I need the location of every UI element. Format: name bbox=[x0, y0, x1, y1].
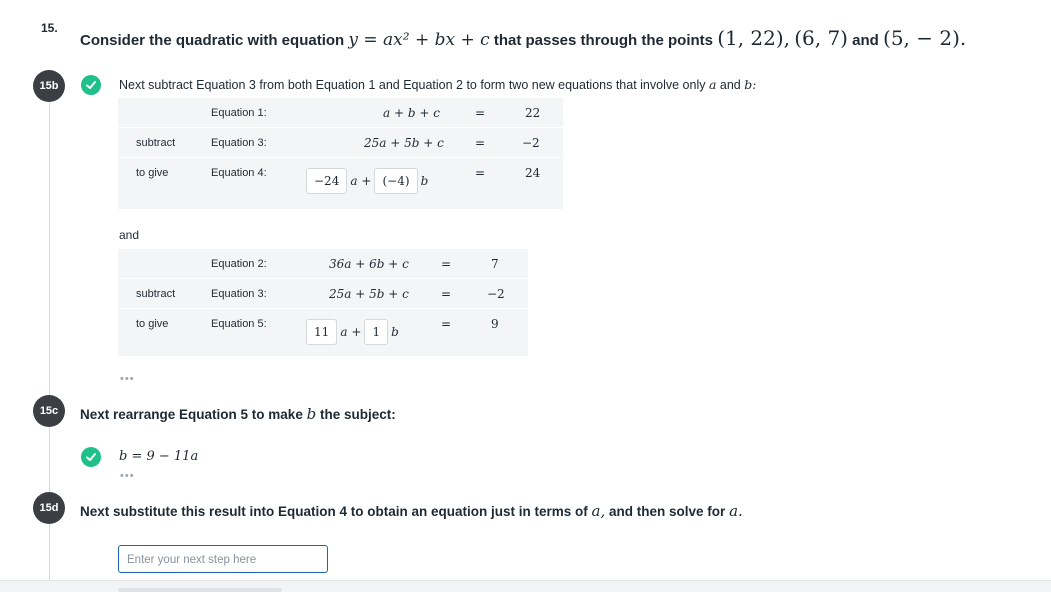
more-options-15b[interactable]: ••• bbox=[120, 373, 135, 385]
question-title bbox=[80, 26, 966, 50]
title-mid: that passes through the points bbox=[493, 32, 714, 49]
row-op: to give bbox=[136, 167, 169, 179]
table-row bbox=[118, 278, 528, 309]
equation-4-expression bbox=[306, 168, 428, 194]
row-lhs: 36a + 6b + c bbox=[329, 257, 409, 271]
instruction-text: Next subtract Equation 3 from both Equation 1 and Equation 2 to form two new equations that involve only bbox=[119, 78, 706, 92]
heading-var2: a. bbox=[729, 502, 743, 520]
heading-var: b bbox=[306, 405, 317, 423]
step-15d-heading bbox=[80, 502, 743, 520]
row-label: Equation 3: bbox=[211, 137, 267, 149]
step-badge-15b: 15b bbox=[33, 70, 65, 102]
heading-var: a, bbox=[591, 502, 606, 520]
checkmark-icon bbox=[81, 447, 101, 467]
row-rhs: 24 bbox=[525, 166, 541, 180]
heading-post: the subject: bbox=[319, 407, 396, 422]
row-label: Equation 3: bbox=[211, 288, 267, 300]
next-step-input-wrapper bbox=[118, 545, 328, 573]
row-op: to give bbox=[136, 318, 169, 330]
b-var: b bbox=[420, 174, 429, 188]
checkmark-icon bbox=[81, 75, 101, 95]
equation-table-2 bbox=[118, 248, 528, 356]
row-equals: = bbox=[475, 136, 486, 150]
title-and: and bbox=[852, 32, 879, 49]
row-rhs: 7 bbox=[491, 257, 499, 271]
title-pre: Consider the quadratic with equation bbox=[80, 32, 345, 49]
point-1: (1, 22), bbox=[717, 26, 791, 50]
var-b: b: bbox=[744, 77, 757, 92]
row-lhs: 25a + 5b + c bbox=[329, 287, 409, 301]
step-15b-instruction bbox=[119, 77, 756, 92]
row-label: Equation 5: bbox=[211, 318, 267, 330]
table-row bbox=[118, 127, 563, 158]
step-badge-15c: 15c bbox=[33, 395, 65, 427]
a-plus: a + bbox=[350, 174, 372, 188]
table-row bbox=[118, 248, 528, 279]
heading-pre: Next substitute this result into Equation 4 to obtain an equation just in terms of bbox=[80, 504, 588, 519]
point-3: (5, − 2). bbox=[883, 26, 967, 50]
row-equals: = bbox=[441, 257, 452, 271]
row-label: Equation 1: bbox=[211, 107, 267, 119]
row-rhs: −2 bbox=[522, 136, 540, 150]
table-row bbox=[118, 157, 563, 210]
row-label: Equation 4: bbox=[211, 167, 267, 179]
step-15c-answer: b = 9 − 11a bbox=[119, 449, 199, 464]
row-op: subtract bbox=[136, 137, 176, 149]
and-word: and bbox=[719, 78, 741, 92]
coef-b-box[interactable]: 1 bbox=[364, 319, 388, 345]
row-equals: = bbox=[441, 287, 452, 301]
row-rhs: 22 bbox=[525, 106, 541, 120]
table-row bbox=[118, 97, 563, 128]
next-step-input[interactable] bbox=[125, 547, 325, 573]
coef-b-box[interactable]: (−4) bbox=[374, 168, 417, 194]
and-label: and bbox=[119, 228, 140, 242]
bottom-tab[interactable] bbox=[118, 588, 282, 592]
row-rhs: 9 bbox=[491, 317, 499, 331]
question-number: 15. bbox=[41, 21, 58, 35]
row-rhs: −2 bbox=[487, 287, 505, 301]
row-label: Equation 2: bbox=[211, 258, 267, 270]
heading-pre: Next rearrange Equation 5 to make bbox=[80, 407, 303, 422]
more-options-15c[interactable]: ••• bbox=[120, 470, 135, 482]
bottom-bar bbox=[0, 580, 1051, 592]
row-lhs: 25a + 5b + c bbox=[364, 136, 444, 150]
table-row bbox=[118, 308, 528, 357]
heading-mid: and then solve for bbox=[609, 504, 726, 519]
row-equals: = bbox=[475, 166, 486, 180]
row-equals: = bbox=[475, 106, 486, 120]
equation-table-1 bbox=[118, 97, 563, 209]
step-15c-heading bbox=[80, 405, 396, 423]
var-a: a bbox=[708, 77, 717, 92]
b-var: b bbox=[391, 325, 399, 339]
a-plus: a + bbox=[340, 325, 362, 339]
row-lhs: a + b + c bbox=[383, 106, 440, 120]
coef-a-box[interactable]: 11 bbox=[306, 319, 337, 345]
equation-5-expression bbox=[306, 319, 399, 345]
point-2: (6, 7) bbox=[794, 26, 848, 50]
row-equals: = bbox=[441, 317, 452, 331]
step-badge-15d: 15d bbox=[33, 492, 65, 524]
title-equation: y = ax² + bx + c bbox=[348, 30, 490, 50]
row-op: subtract bbox=[136, 288, 176, 300]
coef-a-box[interactable]: −24 bbox=[306, 168, 347, 194]
